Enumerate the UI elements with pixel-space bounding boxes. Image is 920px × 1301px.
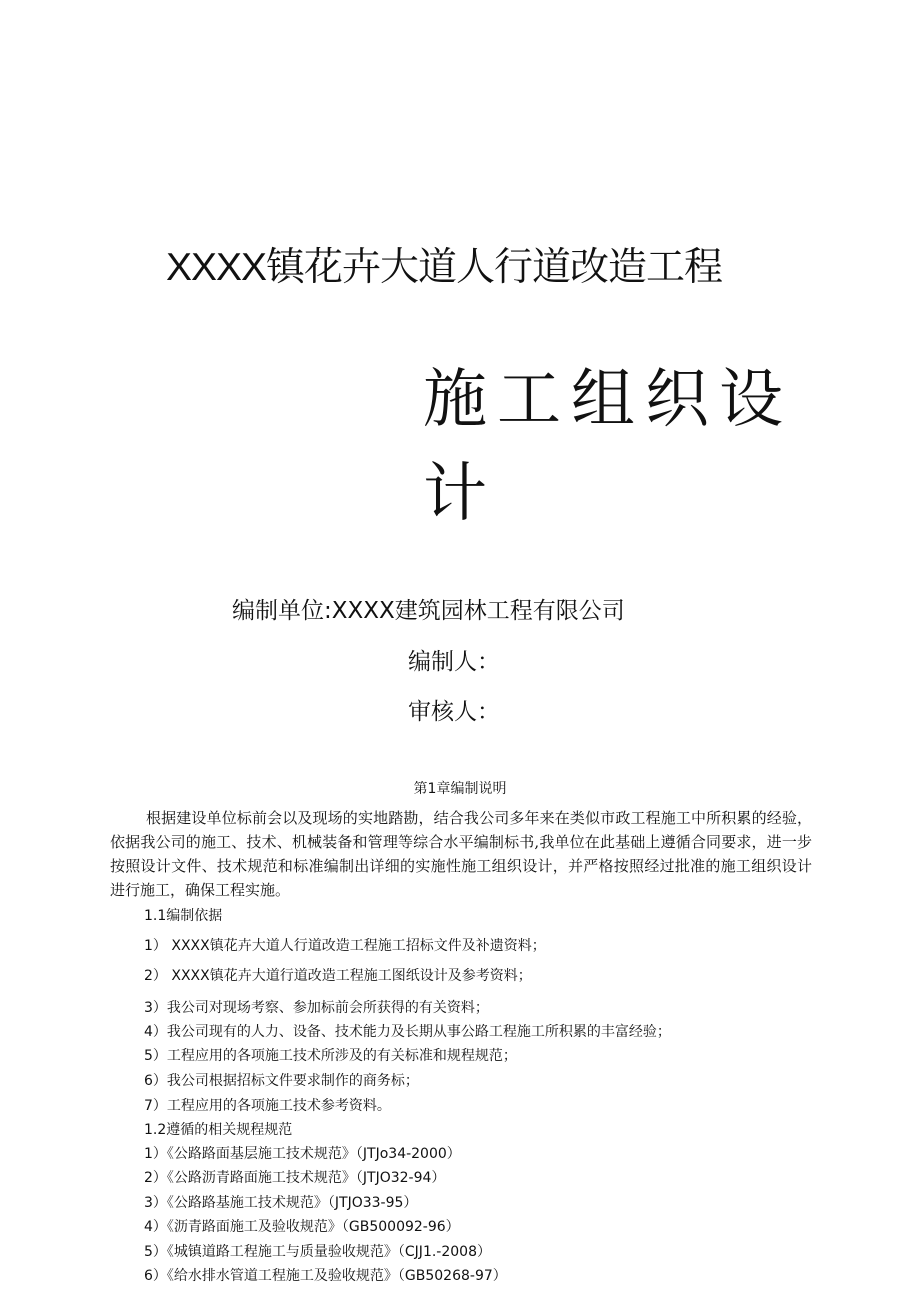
basis-item: 3）我公司对现场考察、参加标前会所获得的有关资料；	[144, 1000, 489, 1016]
standard-item: 4）《沥青路面施工及验收规范》（GB500092-96）	[144, 1219, 460, 1235]
standard-item: 2）《公路沥青路面施工技术规范》（JTJO32-94）	[144, 1170, 446, 1186]
basis-item: 1） XXXX镇花卉大道人行道改造工程施工招标文件及补遗资料；	[144, 938, 546, 954]
reviewer-label: 审核人：	[408, 699, 500, 725]
section-heading-1-1: 1.1编制依据	[144, 908, 223, 924]
basis-item: 2） XXXX镇花卉大道行道改造工程施工图纸设计及参考资料；	[144, 968, 532, 984]
intro-paragraph: 根据建设单位标前会以及现场的实地踏勘，结合我公司多年来在类似市政工程施工中所积累的经验，依据我公司的施工、技术、机械装备和管理等综合水平编制标书,我单位在此基础上遵循合同要求，进一步按照设计文件、技术规范和标准编制出详细的实施性施工组织设计，并严格按照经过批准的施工组织设计进行施工，确保工程实施。	[110, 809, 812, 899]
basis-item: 5）工程应用的各项施工技术所涉及的有关标准和规程规范；	[144, 1048, 517, 1064]
basis-item: 7）工程应用的各项施工技术参考资料。	[144, 1098, 391, 1114]
compiling-unit: 编制单位:XXXX建筑园林工程有限公司	[232, 598, 625, 624]
basis-item: 6）我公司根据招标文件要求制作的商务标；	[144, 1073, 419, 1089]
chapter-heading: 第1章编制说明	[413, 781, 507, 797]
standard-item: 3）《公路路基施工技术规范》（JTJO33-95）	[144, 1195, 418, 1211]
standard-item: 5）《城镇道路工程施工与质量验收规范》（CJJ1.-2008）	[144, 1244, 491, 1260]
standard-item: 6）《给水排水管道工程施工及验收规范》（GB50268-97）	[144, 1268, 507, 1284]
document-title: 施工组织设计	[423, 363, 793, 531]
editor-label: 编制人：	[408, 649, 500, 675]
standard-item: 1）《公路路面基层施工技术规范》（JTJo34-2000）	[144, 1146, 461, 1162]
project-title: XXXX镇花卉大道人行道改造工程	[166, 246, 723, 289]
basis-item: 4）我公司现有的人力、设备、技术能力及长期从事公路工程施工所积累的丰富经验；	[144, 1024, 671, 1040]
section-heading-1-2: 1.2遵循的相关规程规范	[144, 1122, 293, 1138]
